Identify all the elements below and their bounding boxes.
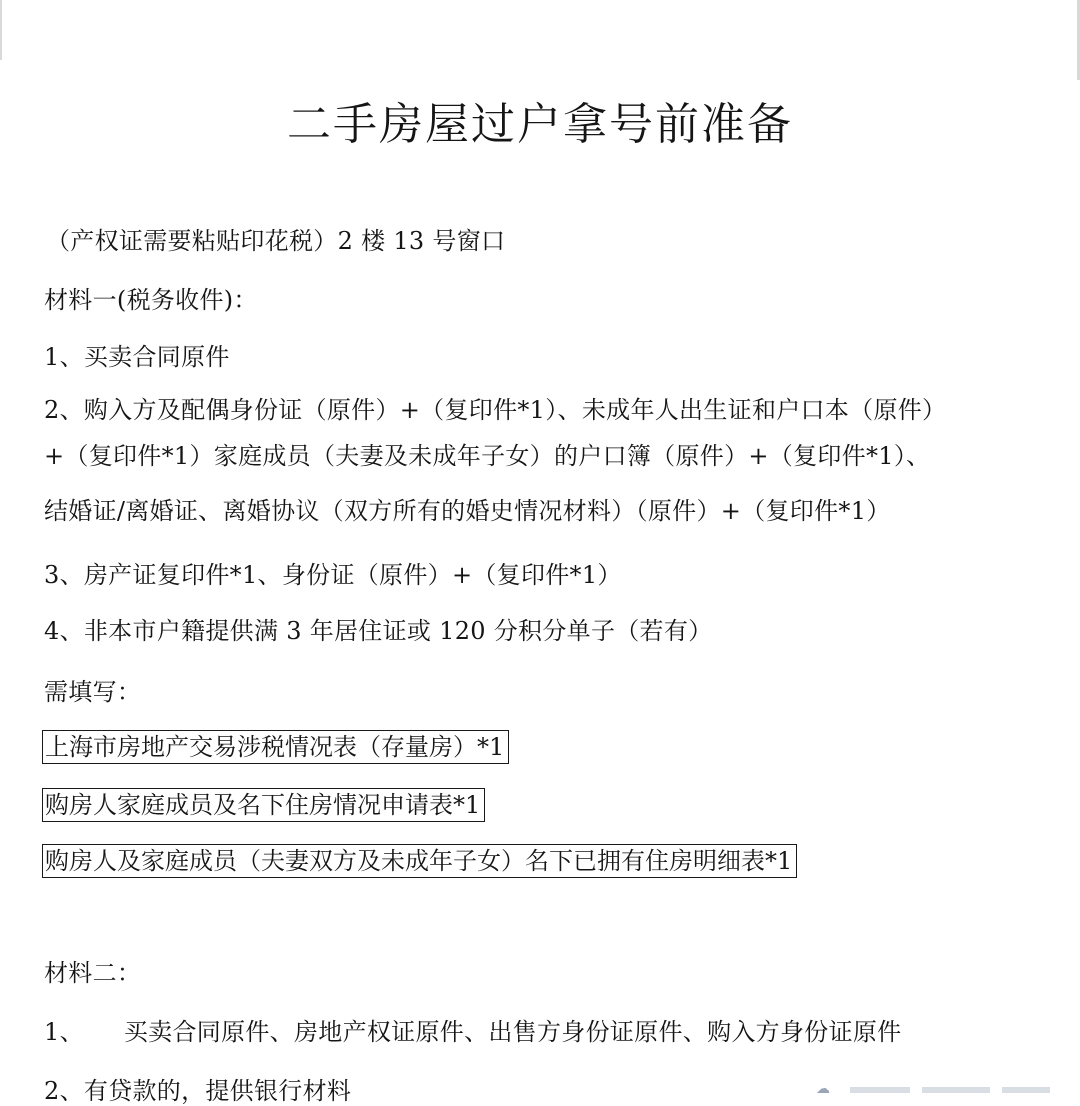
section2-item-2: 2、有贷款的，提供银行材料 [44, 1077, 352, 1105]
list-item: 结婚证/离婚证、离婚协议（双方所有的婚史情况材料）（原件）+（复印件*1） [44, 497, 891, 525]
list-item: +（复印件*1）家庭成员（夫妻及未成年子女）的户口簿（原件）+（复印件*1）、 [44, 442, 931, 470]
scan-edge-top [0, 0, 2, 60]
form-box: 购房人及家庭成员（夫妻双方及未成年子女）名下已拥有住房明细表*1 [42, 844, 797, 878]
wechat-icon: ☁ [816, 1081, 830, 1097]
watermark-text-shape [850, 1087, 1050, 1093]
list-item: 1、买卖合同原件 [44, 343, 230, 371]
section1-heading: 材料一(税务收件)： [44, 286, 258, 314]
section2-heading: 材料二： [44, 959, 142, 987]
watermark [816, 1077, 1066, 1097]
form-box: 购房人家庭成员及名下住房情况申请表*1 [42, 788, 485, 822]
location-note: （产权证需要粘贴印花税）2 楼 13 号窗口 [46, 227, 506, 255]
list-item: 2、购入方及配偶身份证（原件）+（复印件*1）、未成年人出生证和户口本（原件） [44, 396, 947, 424]
section2-item-1-number: 1、 [44, 1018, 84, 1046]
document-title: 二手房屋过户拿号前准备 [287, 99, 793, 150]
section2-item-1 [44, 1017, 901, 1047]
list-item: 4、非本市户籍提供满 3 年居住证或 120 分积分单子（若有） [44, 617, 713, 645]
list-item: 3、房产证复印件*1、身份证（原件）+（复印件*1） [44, 561, 622, 589]
section2-item-1-text: 买卖合同原件、房地产权证原件、出售方身份证原件、购入方身份证原件 [123, 1018, 902, 1046]
fill-heading: 需填写： [44, 678, 142, 706]
form-box: 上海市房地产交易涉税情况表（存量房）*1 [42, 730, 509, 764]
